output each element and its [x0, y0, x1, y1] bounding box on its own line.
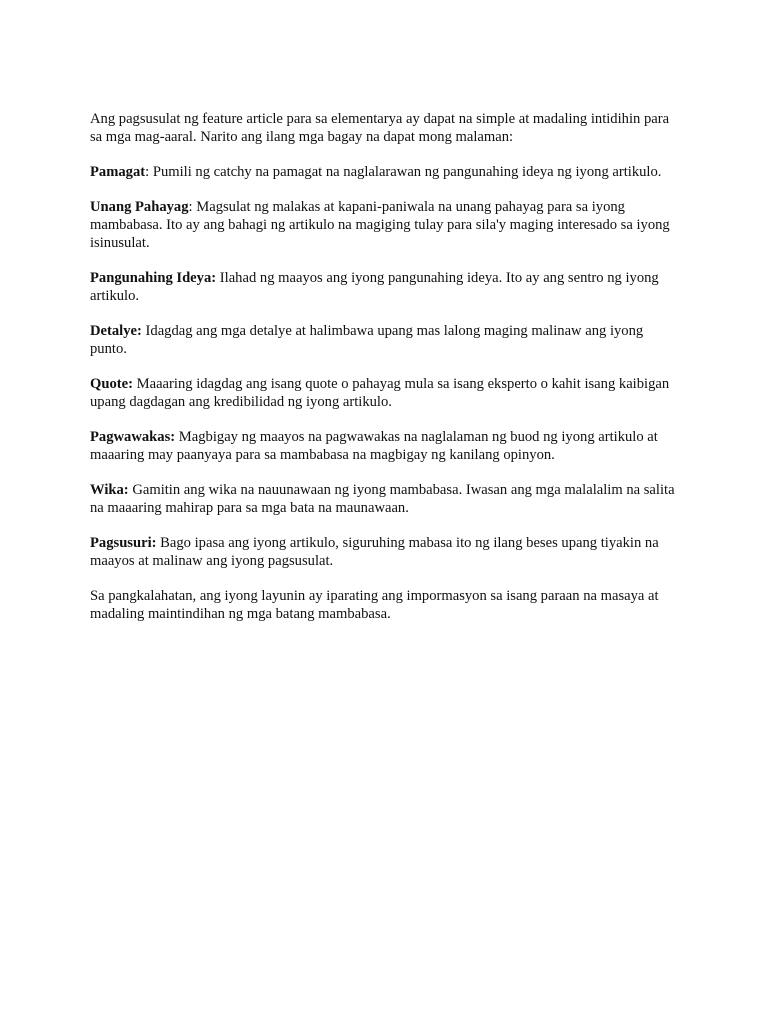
section-heading: Pagsusuri:	[90, 535, 157, 551]
section-wika	[90, 481, 682, 517]
document-body	[90, 110, 682, 640]
section-heading: Quote:	[90, 376, 133, 392]
section-body: Gamitin ang wika na nauunawaan ng iyong mambabasa. Iwasan ang mga malalalim na salita na maaaring mahirap para sa mga bata na maunawaan.	[90, 482, 675, 516]
section-body: Maaaring idagdag ang isang quote o pahayag mula sa isang eksperto o kahit isang kaibigan upang dagdagan ang kredibilidad ng iyong artikulo.	[90, 376, 670, 410]
conclusion-paragraph: Sa pangkalahatan, ang iyong layunin ay iparating ang impormasyon sa isang paraan na masaya at madaling maintindihan ng mga batang mambabasa.	[90, 588, 659, 622]
section-body: Magsulat ng malakas at kapani-paniwala na unang pahayag para sa iyong mambabasa. Ito ay ang bahagi ng artikulo na magiging tulay para sila'y maging interesado sa iyong isinusulat.	[90, 199, 670, 251]
section-pamagat	[90, 163, 682, 181]
section-unang-pahayag	[90, 198, 682, 252]
section-pagsusuri	[90, 534, 682, 570]
section-quote	[90, 375, 682, 411]
section-pagwawakas	[90, 428, 682, 464]
section-body: Pumili ng catchy na pamagat na naglalarawan ng pangunahing ideya ng iyong artikulo.	[152, 164, 662, 180]
section-heading: Pangunahing Ideya:	[90, 270, 217, 286]
section-pangunahing-ideya	[90, 269, 682, 305]
intro-paragraph: Ang pagsusulat ng feature article para sa elementarya ay dapat na simple at madaling intidihin para sa mga mag-aaral. Narito ang ilang mga bagay na dapat mong malaman:	[90, 111, 670, 145]
section-heading: Pamagat	[90, 164, 146, 180]
section-body: Magbigay ng maayos na pagwawakas na naglalaman ng buod ng iyong artikulo at maaaring may paanyaya para sa mambabasa na magbigay ng kanilang opinyon.	[90, 429, 658, 463]
section-heading: Detalye:	[90, 323, 142, 339]
section-body: Bago ipasa ang iyong artikulo, siguruhing mabasa ito ng ilang beses upang tiyakin na maayos at malinaw ang iyong pagsusulat.	[90, 535, 659, 569]
section-heading: Unang Pahayag	[90, 199, 189, 215]
section-body: Ilahad ng maayos ang iyong pangunahing ideya. Ito ay ang sentro ng iyong artikulo.	[90, 270, 659, 304]
section-heading: Wika:	[90, 482, 129, 498]
section-body: Idagdag ang mga detalye at halimbawa upang mas lalong maging malinaw ang iyong punto.	[90, 323, 644, 357]
section-detalye	[90, 322, 682, 358]
section-separator: :	[145, 164, 153, 180]
section-separator: :	[188, 199, 197, 215]
section-heading: Pagwawakas:	[90, 429, 176, 445]
